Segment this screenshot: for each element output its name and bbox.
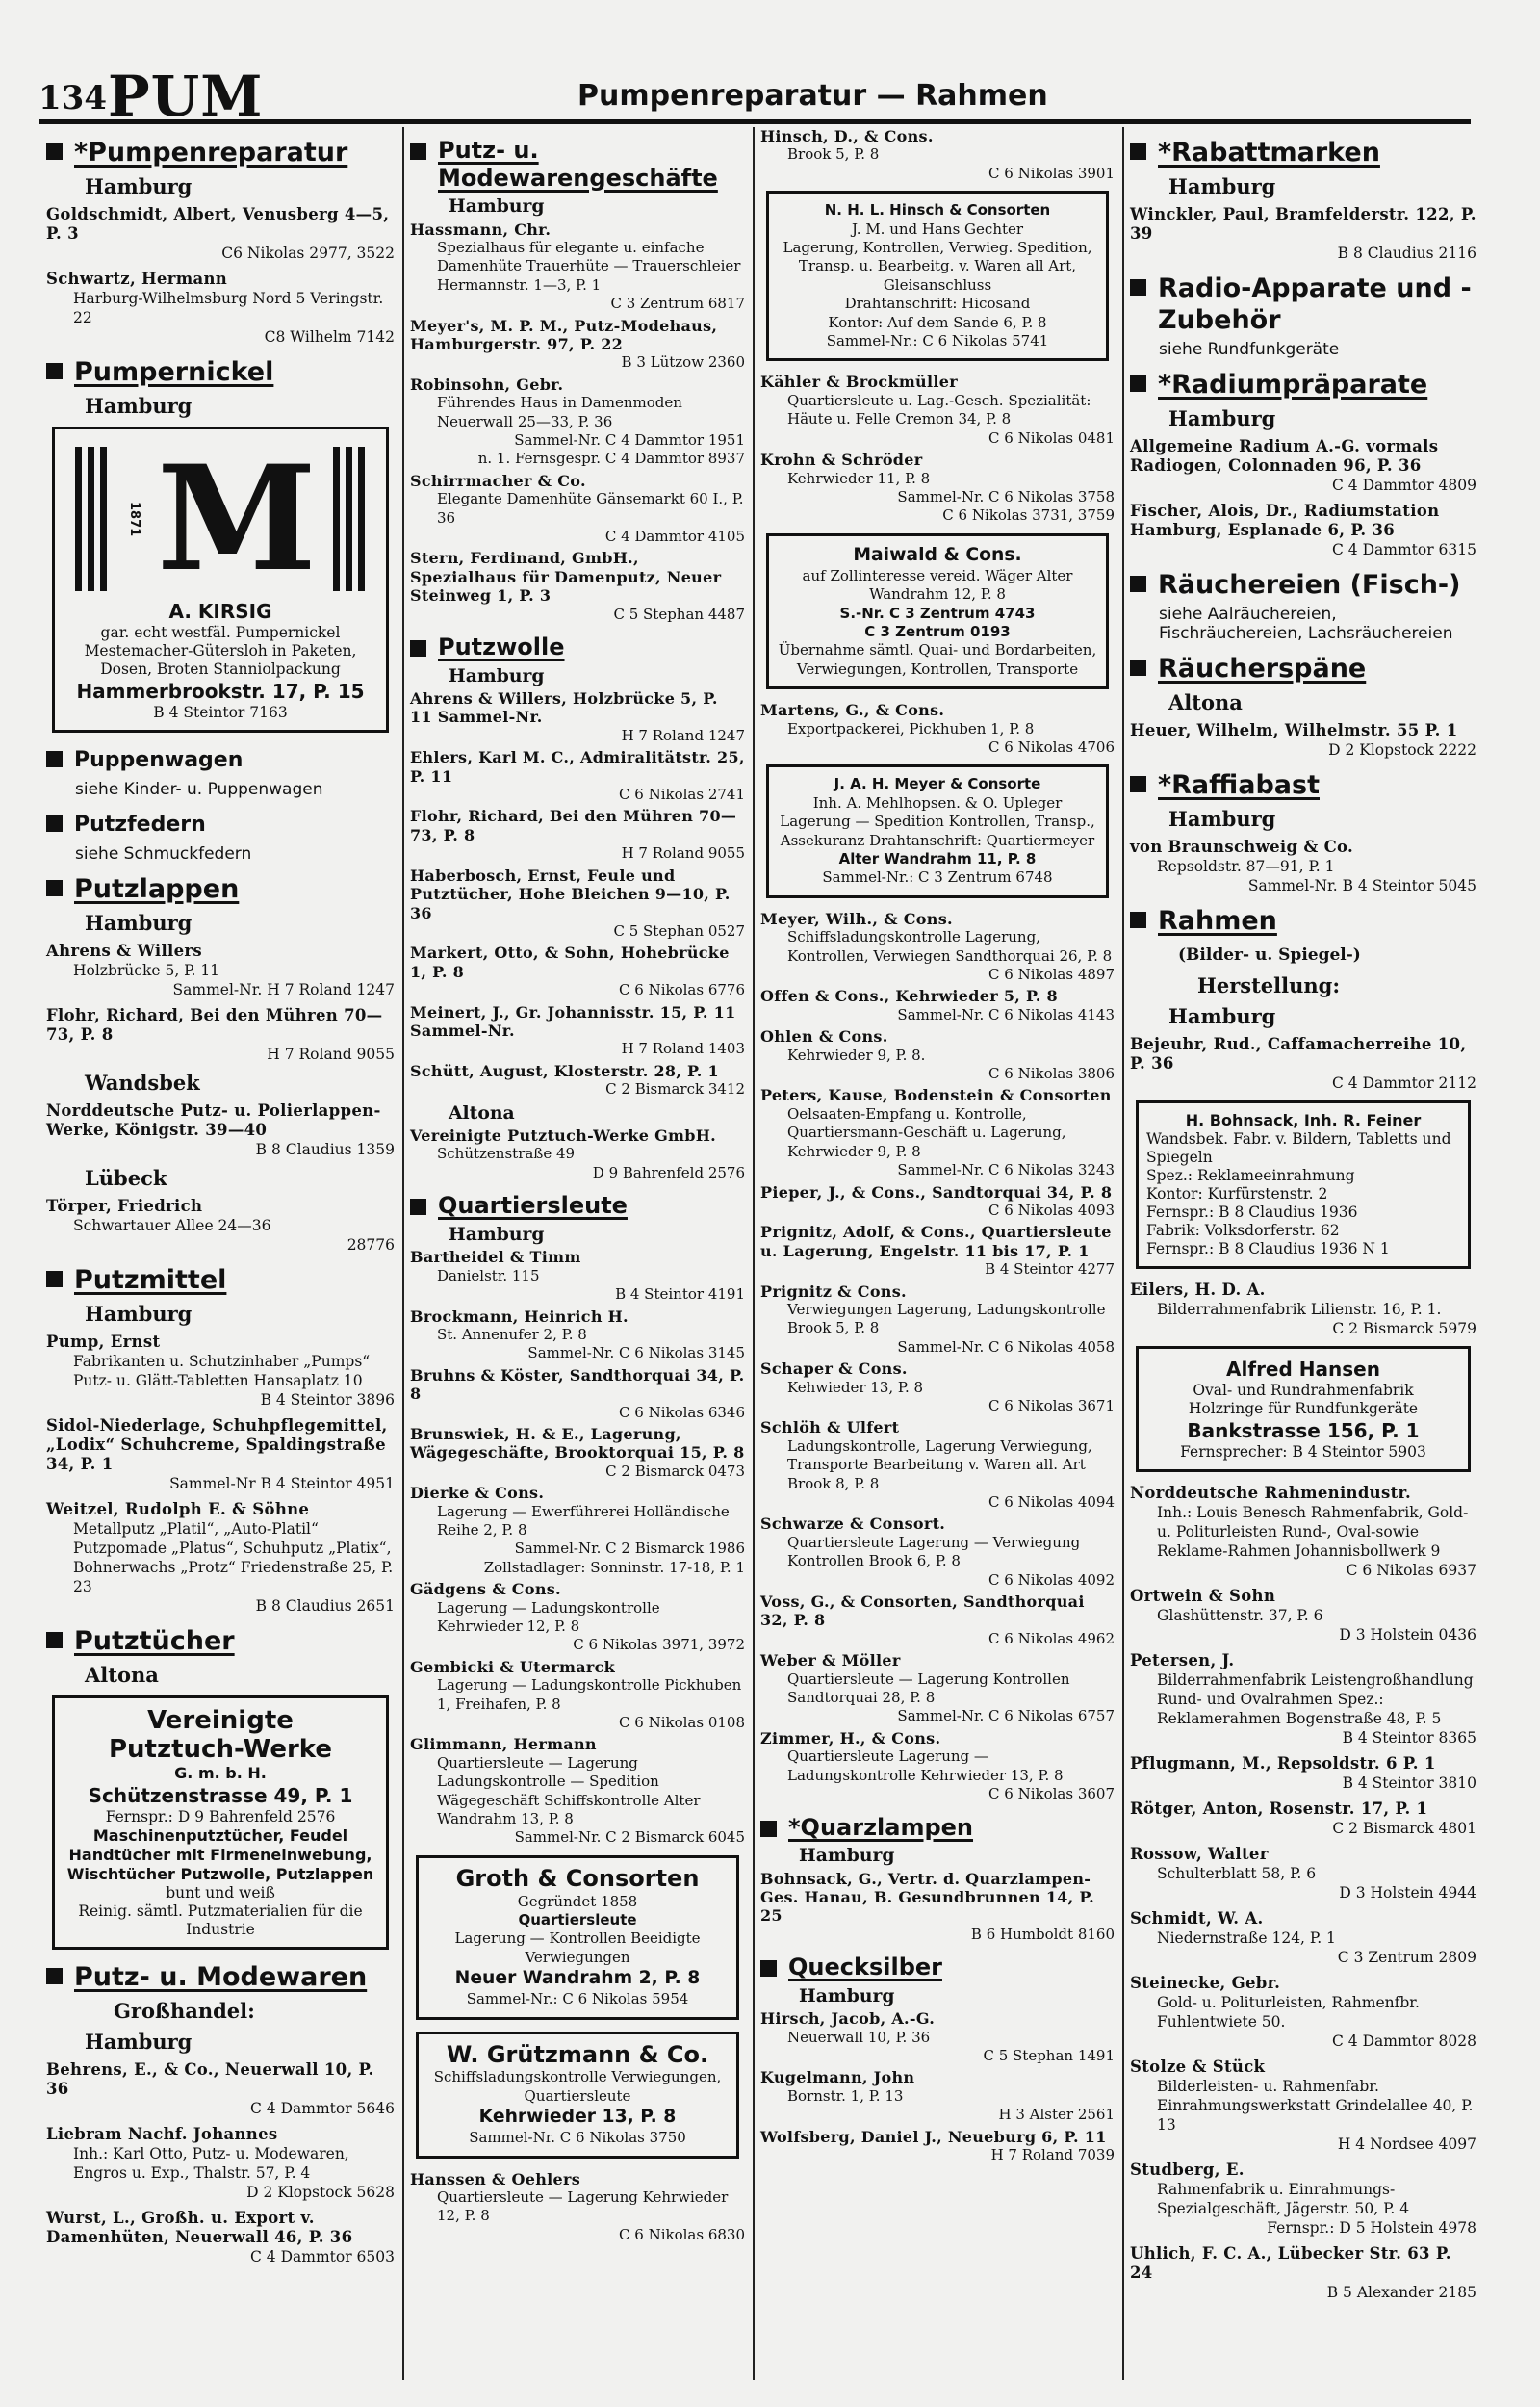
wheat-icon bbox=[330, 447, 369, 591]
city-heading: Hamburg bbox=[1168, 174, 1276, 198]
ad-address: Neuer Wandrahm 2, P. 8 bbox=[454, 1968, 701, 1989]
list-item: Meinert, J., Gr. Johannisstr. 15, P. 11 Sammel-Nr. H 7 Roland 1403 bbox=[410, 1002, 745, 1058]
list-item: Schütt, August, Klosterstr. 28, P. 1 C 2 Bismarck 3412 bbox=[410, 1061, 745, 1099]
advertisement-hansen bbox=[1136, 1346, 1471, 1472]
ad-phone: S.-Nr. C 3 Zentrum 4743 bbox=[839, 604, 1036, 622]
list-item: von Braunschweig & Co. Repsoldstr. 87—91, P. 1 Sammel-Nr. B 4 Steintor 5045 bbox=[1130, 838, 1476, 894]
list-item: Kugelmann, John Bornstr. 1, P. 13 H 3 Alster 2561 bbox=[760, 2068, 1115, 2124]
see-also: siehe Rundfunkgeräte bbox=[1159, 340, 1340, 359]
advertisement-groth bbox=[416, 1855, 739, 2020]
ad-address: Bankstrasse 156, P. 1 bbox=[1187, 1419, 1420, 1442]
list-item: Weber & Möller Quartiersleute — Lagerung Kontrollen Sandtorquai 28, P. 8 Sammel-Nr. C 6 Nikolas 6757 bbox=[760, 1651, 1115, 1725]
city-heading: Hamburg bbox=[85, 174, 192, 198]
section-heading: *Radiumpräparate bbox=[1130, 369, 1476, 401]
section-heading: *Rabattmarken bbox=[1130, 137, 1476, 168]
section-heading: Pumpernickel bbox=[46, 356, 395, 388]
ad-line: G. m. b. H. bbox=[174, 1764, 267, 1782]
list-item: Hinsch, D., & Cons. Brook 5, P. 8 C 6 Nikolas 3901 bbox=[760, 127, 1115, 182]
list-item: Allgemeine Radium A.-G. vormals Radiogen, Colonnaden 96, P. 36 C 4 Dammtor 4809 bbox=[1130, 437, 1476, 494]
sub-heading: (Bilder- u. Spiegel-) bbox=[1178, 945, 1361, 965]
ad-line: auf Zollinteresse vereid. Wäger Alter Wandrahm 12, P. 8 bbox=[802, 566, 1073, 604]
ad-text: gar. echt westfäl. Pumpernickel Mestemacher-Gütersloh in Paketen, Dosen, Broten Stanniolpackung bbox=[84, 624, 357, 678]
city-heading: Hamburg bbox=[1168, 807, 1276, 831]
city-heading: Hamburg bbox=[449, 195, 545, 217]
city-heading: Hamburg bbox=[85, 1302, 192, 1326]
ad-line: Übernahme sämtl. Quai- und Bordarbeiten, Verwiegungen, Kontrollen, Transporte bbox=[778, 641, 1097, 678]
section-heading: Puppenwagen bbox=[46, 744, 395, 776]
list-item: Robinsohn, Gebr. Führendes Haus in Damenmoden Neuerwall 25—33, P. 36 Sammel-Nr. C 4 Dammtor 1951 n. 1. Fernsgespr. C 4 Dammtor 8937 bbox=[410, 375, 745, 468]
column-divider bbox=[753, 127, 755, 2380]
ad-phone: Sammel-Nr.: C 6 Nikolas 5741 bbox=[826, 332, 1049, 350]
list-item: Meyer's, M. P. M., Putz-Modehaus, Hamburgerstr. 97, P. 22 B 3 Lützow 2360 bbox=[410, 316, 745, 372]
sub-heading: Großhandel: bbox=[114, 1999, 255, 2023]
section-heading: Putzmittel bbox=[46, 1264, 395, 1296]
ad-phone: Fernspr.: D 9 Bahrenfeld 2576 bbox=[105, 1808, 336, 1825]
section-heading: Radio-Apparate und -Zubehör bbox=[1130, 272, 1476, 336]
ad-line: Kontor: Kurfürstenstr. 2 bbox=[1146, 1185, 1328, 1203]
list-item: Kähler & Brockmüller Quartiersleute u. Lag.-Gesch. Spezialität: Häute u. Felle Cremon 34, P. 8 C 6 Nikolas 0481 bbox=[760, 373, 1115, 447]
advertisement-kirsig bbox=[52, 427, 389, 733]
section-heading: Putz- u. Modewarengeschäfte bbox=[410, 137, 745, 192]
section-heading: *Quarzlampen bbox=[760, 1814, 1115, 1842]
ad-address: Alter Wandrahm 11, P. 8 bbox=[838, 850, 1037, 867]
list-item: Rossow, Walter Schulterblatt 58, P. 6 D 3 Holstein 4944 bbox=[1130, 1845, 1476, 1902]
ad-line: Drahtanschrift: Hicosand bbox=[844, 295, 1031, 313]
city-heading: Hamburg bbox=[85, 911, 192, 935]
list-item: Törper, Friedrich Schwartauer Allee 24—36 28776 bbox=[46, 1197, 395, 1254]
ad-line: Lagerung — Kontrollen Beeidigte Verwiegungen bbox=[454, 1929, 701, 1966]
ad-line: bunt und weiß bbox=[166, 1884, 275, 1902]
advertisement-bohnsack bbox=[1136, 1100, 1471, 1269]
ad-company-name: Alfred Hansen bbox=[1226, 1358, 1380, 1381]
list-item: Schaper & Cons. Kehwieder 13, P. 8 C 6 Nikolas 3671 bbox=[760, 1359, 1115, 1414]
list-item: Zimmer, H., & Cons. Quartiersleute Lagerung — Ladungskontrolle Kehrwieder 13, P. 8 C 6 Nikolas 3607 bbox=[760, 1728, 1115, 1803]
city-heading: Altona bbox=[449, 1101, 515, 1124]
ad-phone: B 4 Steintor 7163 bbox=[153, 704, 288, 721]
section-heading: Putzwolle bbox=[410, 634, 745, 661]
list-item: Pflugmann, M., Repsoldstr. 6 P. 1 B 4 Steintor 3810 bbox=[1130, 1754, 1476, 1792]
list-item: Prignitz, Adolf, & Cons., Quartiersleute u. Lagerung, Engelstr. 11 bis 17, P. 1 B 4 Steintor 4277 bbox=[760, 1223, 1115, 1279]
list-item: Weitzel, Rudolph E. & Söhne Metallputz „Platil“, „Auto-Platil“ Putzpomade „Platus“, Schuhputz „Platix“, Bohnerwachs „Protz“ Friedenstraße 25, P. 23 B 8 Claudius 2651 bbox=[46, 1500, 395, 1615]
list-item: Schirrmacher & Co. Elegante Damenhüte Gänsemarkt 60 I., P. 36 C 4 Dammtor 4105 bbox=[410, 471, 745, 545]
ad-company-name: Maiwald & Cons. bbox=[853, 544, 1022, 565]
ad-company-name: A. KIRSIG bbox=[168, 600, 272, 623]
logo-year: 1871 bbox=[126, 501, 141, 537]
list-item: Glimmann, Hermann Quartiersleute — Lagerung Ladungskontrolle — Spedition Wägegeschäft Schiffskontrolle Alter Wandrahm 13, P. 8 Sammel-Nr. C 2 Bismarck 6045 bbox=[410, 1735, 745, 1847]
column-3 bbox=[760, 127, 1115, 2167]
ad-line: Quartiersleute bbox=[518, 1911, 637, 1929]
see-also: siehe Kinder- u. Puppenwagen bbox=[75, 780, 323, 799]
city-heading: Hamburg bbox=[85, 394, 192, 418]
section-heading: Putz- u. Modewaren bbox=[46, 1961, 395, 1993]
list-item: Winckler, Paul, Bramfelderstr. 122, P. 39 B 8 Claudius 2116 bbox=[1130, 205, 1476, 262]
ad-line: Vereinigte bbox=[147, 1706, 294, 1735]
sub-heading: Herstellung: bbox=[1197, 973, 1341, 997]
list-item: Vereinigte Putztuch-Werke GmbH. Schützenstraße 49 D 9 Bahrenfeld 2576 bbox=[410, 1126, 745, 1181]
column-2 bbox=[410, 127, 745, 2247]
list-item: Bejeuhr, Rud., Caffamacherreihe 10, P. 36 C 4 Dammtor 2112 bbox=[1130, 1035, 1476, 1092]
advertisement-putztuch-werke bbox=[52, 1695, 389, 1950]
ad-phone: Sammel-Nr.: C 6 Nikolas 5954 bbox=[466, 1990, 689, 2008]
list-item: Fischer, Alois, Dr., Radiumstation Hamburg, Esplanade 6, P. 36 C 4 Dammtor 6315 bbox=[1130, 502, 1476, 558]
list-item: Offen & Cons., Kehrwieder 5, P. 8 Sammel-Nr. C 6 Nikolas 4143 bbox=[760, 987, 1115, 1023]
ad-address: Kehrwieder 13, P. 8 bbox=[478, 2107, 677, 2128]
ad-phone: C 3 Zentrum 0193 bbox=[864, 622, 1011, 640]
list-item: Bartheidel & Timm Danielstr. 115 B 4 Steintor 4191 bbox=[410, 1248, 745, 1304]
city-heading: Altona bbox=[85, 1663, 159, 1687]
ad-company-name: N. H. L. Hinsch & Consorten bbox=[824, 201, 1051, 220]
list-item: Liebram Nachf. Johannes Inh.: Karl Otto, Putz- u. Modewaren, Engros u. Exp., Thalstr. 57, P. 4 D 2 Klopstock 5628 bbox=[46, 2125, 395, 2201]
list-item: Steinecke, Gebr. Gold- u. Politurleisten, Rahmenfbr. Fuhlentwiete 50. C 4 Dammtor 8028 bbox=[1130, 1974, 1476, 2050]
list-item: Brockmann, Heinrich H. St. Annenufer 2, P. 8 Sammel-Nr. C 6 Nikolas 3145 bbox=[410, 1307, 745, 1362]
ad-line: Fabrik: Volksdorferstr. 62 bbox=[1146, 1222, 1340, 1239]
list-item: Uhlich, F. C. A., Lübecker Str. 63 P. 24 B 5 Alexander 2185 bbox=[1130, 2244, 1476, 2301]
ad-phone: Fernsprecher: B 4 Steintor 5903 bbox=[1180, 1443, 1426, 1461]
list-item: Ahrens & Willers Holzbrücke 5, P. 11 Sammel-Nr. H 7 Roland 1247 bbox=[46, 942, 395, 998]
list-item: Stern, Ferdinand, GmbH., Spezialhaus für Damenputz, Neuer Steinweg 1, P. 3 C 5 Stephan 4487 bbox=[410, 549, 745, 623]
list-item: Hirsch, Jacob, A.-G. Neuerwall 10, P. 36 C 5 Stephan 1491 bbox=[760, 2009, 1115, 2064]
list-item: Gembicki & Utermarck Lagerung — Ladungskontrolle Pickhuben 1, Freihafen, P. 8 C 6 Nikolas 0108 bbox=[410, 1657, 745, 1732]
list-item: Schwartz, Hermann Harburg-Wilhelmsburg Nord 5 Veringstr. 22 C8 Wilhelm 7142 bbox=[46, 270, 395, 346]
section-heading: Räuchereien (Fisch-) bbox=[1130, 569, 1476, 601]
list-item: Ohlen & Cons. Kehrwieder 9, P. 8. C 6 Nikolas 3806 bbox=[760, 1027, 1115, 1083]
list-item: Petersen, J. Bilderrahmenfabrik Leistengroßhandlung Rund- und Ovalrahmen Spez.: Reklamerahmen Bogenstraße 48, P. 5 B 4 Steintor 8365 bbox=[1130, 1651, 1476, 1747]
city-heading: Hamburg bbox=[799, 1845, 895, 1866]
advertisement-maiwald bbox=[766, 533, 1109, 689]
list-item: Ahrens & Willers, Holzbrücke 5, P. 11 Sammel-Nr. H 7 Roland 1247 bbox=[410, 689, 745, 744]
list-item: Wurst, L., Großh. u. Export v. Damenhüten, Neuerwall 46, P. 36 C 4 Dammtor 6503 bbox=[46, 2209, 395, 2265]
list-item: Prignitz & Cons. Verwiegungen Lagerung, Ladungskontrolle Brook 5, P. 8 Sammel-Nr. C 6 Nikolas 4058 bbox=[760, 1281, 1115, 1356]
ad-line: Oval- und Rundrahmenfabrik bbox=[1193, 1382, 1414, 1399]
city-heading: Hamburg bbox=[799, 1984, 895, 2006]
list-item: Wolfsberg, Daniel J., Neueburg 6, P. 11 H 7 Roland 7039 bbox=[760, 2127, 1115, 2163]
ad-phone: Sammel-Nr. C 6 Nikolas 3750 bbox=[469, 2129, 686, 2147]
list-item: Bohnsack, G., Vertr. d. Quarzlampen-Ges. Hanau, B. Gesundbrunnen 14, P. 25 B 6 Humboldt 8160 bbox=[760, 1869, 1115, 1943]
wheat-icon bbox=[72, 447, 111, 591]
section-heading: Putztücher bbox=[46, 1625, 395, 1657]
ad-phone: Sammel-Nr.: C 3 Zentrum 6748 bbox=[822, 868, 1053, 887]
list-item: Martens, G., & Cons. Exportpackerei, Pickhuben 1, P. 8 C 6 Nikolas 4706 bbox=[760, 701, 1115, 756]
list-item: Stolze & Stück Bilderleisten- u. Rahmenfabr. Einrahmungswerkstatt Grindelallee 40, P. 13 H 4 Nordsee 4097 bbox=[1130, 2058, 1476, 2153]
logo-letter: M bbox=[156, 434, 318, 604]
ad-phone: Fernspr.: B 8 Claudius 1936 N 1 bbox=[1146, 1240, 1390, 1257]
section-heading: Putzfedern bbox=[46, 809, 395, 841]
list-item: Behrens, E., & Co., Neuerwall 10, P. 36 C 4 Dammtor 5646 bbox=[46, 2060, 395, 2117]
ad-company-name: Putztuch-Werke bbox=[108, 1735, 333, 1764]
ad-line: Lagerung, Kontrollen, Verwieg. Spedition, Transp. u. Bearbeitg. v. Waren all Art, Gleisanschluss bbox=[783, 239, 1092, 294]
list-item: Gädgens & Cons. Lagerung — Ladungskontrolle Kehrwieder 12, P. 8 C 6 Nikolas 3971, 3972 bbox=[410, 1580, 745, 1654]
advertisement-meyer bbox=[766, 764, 1109, 897]
list-item: Sidol-Niederlage, Schuhpflegemittel, „Lodix“ Schuhcreme, Spaldingstraße 34, P. 1 Sammel-Nr B 4 Steintor 4951 bbox=[46, 1416, 395, 1492]
list-item: Bruhns & Köster, Sandthorquai 34, P. 8 C 6 Nikolas 6346 bbox=[410, 1365, 745, 1421]
header-title: Pumpenreparatur — Rahmen bbox=[578, 79, 1048, 113]
section-heading: Räucherspäne bbox=[1130, 653, 1476, 685]
header-abbreviation: PUM bbox=[108, 64, 264, 129]
list-item: Voss, G., & Consorten, Sandthorquai 32, P. 8 C 6 Nikolas 4962 bbox=[760, 1592, 1115, 1647]
list-item: Krohn & Schröder Kehrwieder 11, P. 8 Sammel-Nr. C 6 Nikolas 3758 C 6 Nikolas 3731, 3759 bbox=[760, 451, 1115, 525]
column-4 bbox=[1130, 127, 1476, 2309]
list-item: Norddeutsche Rahmenindustr. Inh.: Louis Benesch Rahmenfabrik, Gold-u. Politurleisten Rund-, Oval-sowie Reklame-Rahmen Johannisbollwerk 9 C 6 Nikolas 6937 bbox=[1130, 1484, 1476, 1579]
city-heading: Wandsbek bbox=[85, 1071, 200, 1095]
ad-line: Schiffsladungskontrolle Verwiegungen, Quartiersleute bbox=[433, 2068, 722, 2105]
column-1 bbox=[46, 127, 395, 2273]
city-heading: Hamburg bbox=[449, 1223, 545, 1245]
list-item: Norddeutsche Putz- u. Polierlappen-Werke, Königstr. 39—40 B 8 Claudius 1359 bbox=[46, 1101, 395, 1158]
list-item: Ortwein & Sohn Glashüttenstr. 37, P. 6 D 3 Holstein 0436 bbox=[1130, 1587, 1476, 1643]
list-item: Flohr, Richard, Bei den Mühren 70—73, P. 8 H 7 Roland 9055 bbox=[410, 807, 745, 863]
list-item: Dierke & Cons. Lagerung — Ewerführerei Holländische Reihe 2, P. 8 Sammel-Nr. C 2 Bismarck 1986 Zollstadlager: Sonninstr. 17-18, P. 1 bbox=[410, 1484, 745, 1576]
city-heading: Hamburg bbox=[1168, 1004, 1276, 1028]
city-heading: Hamburg bbox=[1168, 406, 1276, 430]
list-item: Haberbosch, Ernst, Feule und Putztücher, Hohe Bleichen 9—10, P. 36 C 5 Stephan 0527 bbox=[410, 866, 745, 940]
list-item: Schlöh & Ulfert Ladungskontrolle, Lagerung Verwiegung, Transporte Bearbeitung v. Waren all. Art Brook 8, P. 8 C 6 Nikolas 4094 bbox=[760, 1418, 1115, 1511]
section-heading: Rahmen bbox=[1130, 905, 1476, 937]
list-item: Pump, Ernst Fabrikanten u. Schutzinhaber „Pumps“ Putz- u. Glätt-Tabletten Hansaplatz 10 B 4 Steintor 3896 bbox=[46, 1333, 395, 1409]
page-number: 134 bbox=[38, 79, 107, 117]
list-item: Meyer, Wilh., & Cons. Schiffsladungskontrolle Lagerung, Kontrollen, Verwiegen Sandthorquai 26, P. 8 C 6 Nikolas 4897 bbox=[760, 909, 1115, 984]
list-item: Schwarze & Consort. Quartiersleute Lagerung — Verwiegung Kontrollen Brook 6, P. 8 C 6 Nikolas 4092 bbox=[760, 1514, 1115, 1589]
ad-company-name: J. A. H. Meyer & Consorte bbox=[834, 775, 1041, 793]
advertisement-gruetzmann bbox=[416, 2032, 739, 2159]
ad-company-name: Groth & Consorten bbox=[455, 1864, 700, 1892]
ad-products: Maschinenputztücher, Feudel Handtücher mit Firmeneinwebung, Wischtücher Putzwolle, Putzlappen bbox=[66, 1826, 374, 1883]
ad-address: Schützenstrasse 49, P. 1 bbox=[88, 1784, 353, 1807]
ad-line: Reinig. sämtl. Putzmaterialien für die Industrie bbox=[78, 1902, 363, 1938]
ad-line: Gegründet 1858 bbox=[517, 1892, 638, 1910]
ad-line: Kontor: Auf dem Sande 6, P. 8 bbox=[828, 313, 1047, 331]
ad-line: Inh. A. Mehlhopsen. & O. Upleger Lagerung — Spedition Kontrollen, Transp., Assekuranz Drahtanschrift: Quartiermeyer bbox=[780, 793, 1095, 849]
advertisement-hinsch bbox=[766, 191, 1109, 361]
see-also: siehe Aalräuchereien, Fischräuchereien, Lachsräuchereien bbox=[1159, 605, 1453, 643]
ad-line: Spez.: Reklameeinrahmung bbox=[1146, 1167, 1355, 1184]
list-item: Hassmann, Chr. Spezialhaus für elegante u. einfache Damenhüte Trauerhüte — Trauerschleier Hermannstr. 1—3, P. 1 C 3 Zentrum 6817 bbox=[410, 220, 745, 313]
list-item: Heuer, Wilhelm, Wilhelmstr. 55 P. 1 D 2 Klopstock 2222 bbox=[1130, 721, 1476, 759]
section-heading: Quartiersleute bbox=[410, 1192, 745, 1220]
list-item: Ehlers, Karl M. C., Admiralitätstr. 25, P. 11 C 6 Nikolas 2741 bbox=[410, 748, 745, 804]
page-header bbox=[38, 64, 1471, 129]
list-item: Flohr, Richard, Bei den Mühren 70—73, P. 8 H 7 Roland 9055 bbox=[46, 1006, 395, 1063]
city-heading: Hamburg bbox=[449, 664, 545, 686]
ad-company-name: H. Bohnsack, Inh. R. Feiner bbox=[1185, 1111, 1422, 1129]
ad-line: J. M. und Hans Gechter bbox=[851, 220, 1024, 238]
ad-phone: Fernspr.: B 8 Claudius 1936 bbox=[1146, 1204, 1358, 1221]
section-heading: *Raffiabast bbox=[1130, 769, 1476, 801]
section-heading: Quecksilber bbox=[760, 1954, 1115, 1981]
ad-address: Hammerbrookstr. 17, P. 15 bbox=[76, 680, 365, 703]
list-item: Eilers, H. D. A. Bilderrahmenfabrik Lilienstr. 16, P. 1. C 2 Bismarck 5979 bbox=[1130, 1281, 1476, 1337]
list-item: Schmidt, W. A. Niedernstraße 124, P. 1 C 3 Zentrum 2809 bbox=[1130, 1909, 1476, 1966]
list-item: Markert, Otto, & Sohn, Hohebrücke 1, P. 8 C 6 Nikolas 6776 bbox=[410, 944, 745, 999]
city-heading: Altona bbox=[1168, 690, 1243, 714]
city-heading: Hamburg bbox=[85, 2030, 192, 2054]
section-heading: *Pumpenreparatur bbox=[46, 137, 395, 168]
column-divider bbox=[402, 127, 404, 2380]
list-item: Peters, Kause, Bodenstein & Consorten Oelsaaten-Empfang u. Kontrolle, Quartiersmann-Geschäft u. Lagerung, Kehrwieder 9, P. 8 Sammel-Nr. C 6 Nikolas 3243 bbox=[760, 1086, 1115, 1179]
list-item: Hanssen & Oehlers Quartiersleute — Lagerung Kehrwieder 12, P. 8 C 6 Nikolas 6830 bbox=[410, 2169, 745, 2243]
city-heading: Lübeck bbox=[85, 1166, 167, 1190]
kirsig-logo bbox=[63, 434, 378, 604]
see-also: siehe Schmuckfedern bbox=[75, 844, 252, 864]
ad-line: Wandsbek. Fabr. v. Bildern, Tabletts und Spiegeln bbox=[1146, 1130, 1451, 1166]
list-item: Rötger, Anton, Rosenstr. 17, P. 1 C 2 Bismarck 4801 bbox=[1130, 1799, 1476, 1837]
ad-company-name: W. Grützmann & Co. bbox=[446, 2040, 709, 2068]
list-item: Pieper, J., & Cons., Sandtorquai 34, P. 8 C 6 Nikolas 4093 bbox=[760, 1182, 1115, 1219]
list-item: Studberg, E. Rahmenfabrik u. Einrahmungs-Spezialgeschäft, Jägerstr. 50, P. 4 Fernspr.: D 5 Holstein 4978 bbox=[1130, 2161, 1476, 2237]
section-heading: Putzlappen bbox=[46, 873, 395, 905]
list-item: Goldschmidt, Albert, Venusberg 4—5, P. 3 C6 Nikolas 2977, 3522 bbox=[46, 205, 395, 262]
column-divider bbox=[1122, 127, 1124, 2380]
list-item: Brunswiek, H. & E., Lagerung, Wägegeschäfte, Brooktorquai 15, P. 8 C 2 Bismarck 0473 bbox=[410, 1424, 745, 1480]
ad-line: Holzringe für Rundfunkgeräte bbox=[1188, 1400, 1419, 1417]
